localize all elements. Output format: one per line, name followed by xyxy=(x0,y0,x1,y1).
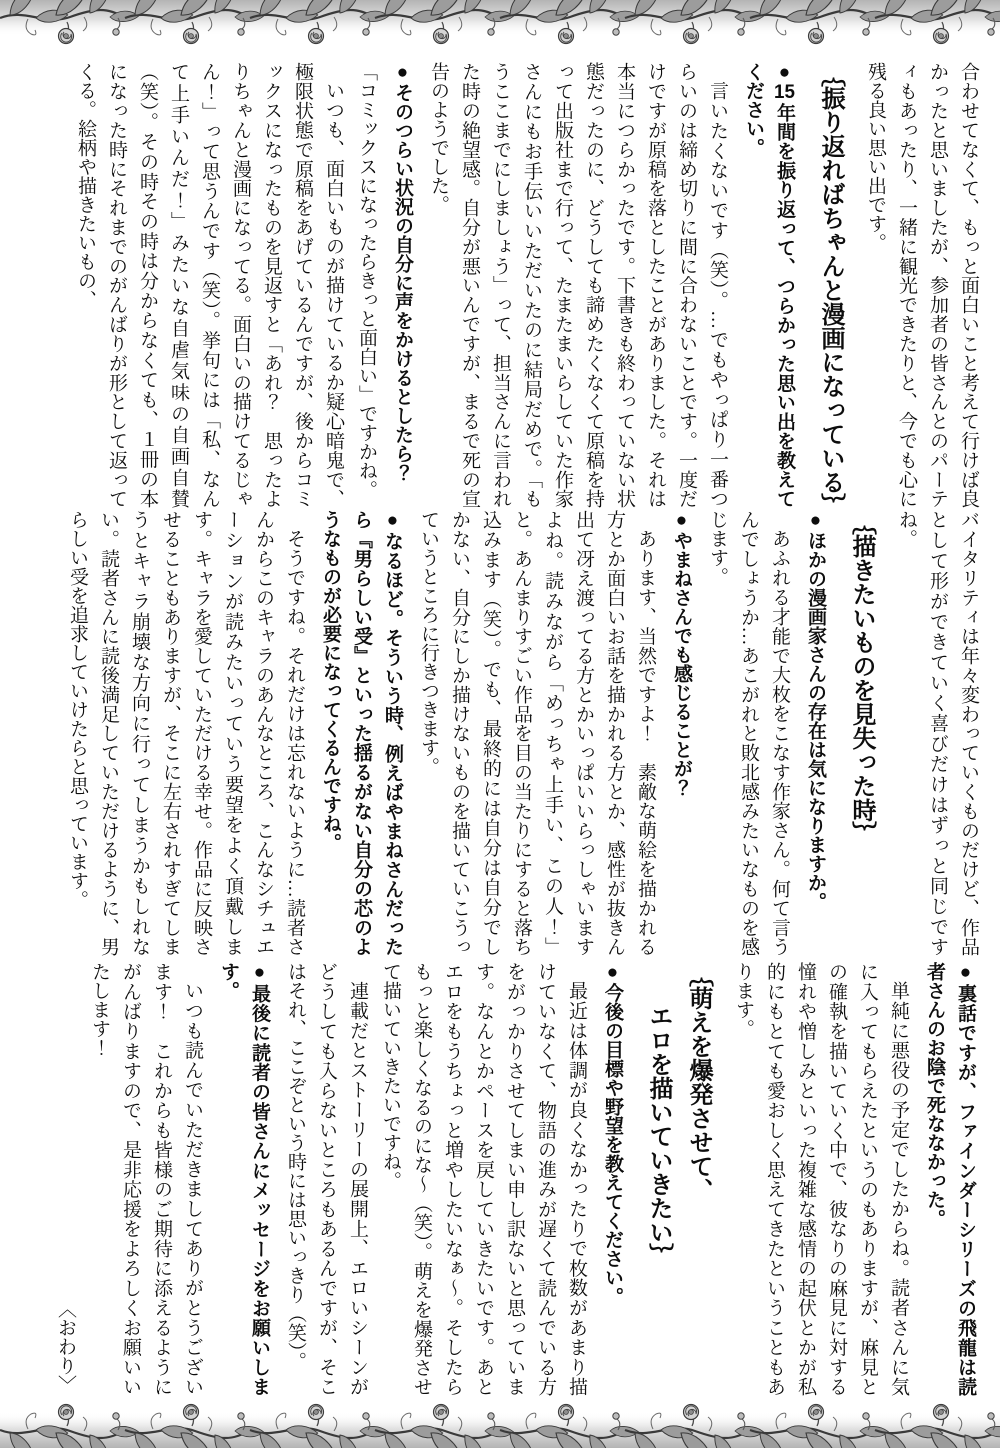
question-number: 15 xyxy=(774,83,795,103)
answer-paragraph: そうですね。それだけは忘れないように…読者さんからこのキャラのあんなところ、こんなシチュエーションが読みたいっていう要望をよく頂戴します。キャラを愛していただける幸せ。作品に反映させることもありますが、そこに左右されすぎてしまうとキャラ崩壊な方向に行ってしまうかもしれない。読者さんに読後満足していただけるように、男らしい受を追求していけたらと思っています。 xyxy=(67,510,305,956)
section-heading-line: エロを描いていきたい｝ xyxy=(645,1004,671,1268)
answer-paragraph: 最近は体調が良くなかったりで枚数があまり描けていなくて、物語の進みが遅くて読んでいる方をがっかりさせてしまい申し訳ないと思っています。なんとかペースを戻していきたいです。あとエロをもうちょっと増やしたいなぁ〜。そしたらもっと楽しくなるのにな〜（笑）。萌えを爆発させて描いていきたいですね。 xyxy=(380,962,587,1396)
floral-border-bottom xyxy=(0,1392,1000,1448)
question-paragraph xyxy=(738,62,800,508)
interview-section-goals xyxy=(36,962,986,1396)
interview-section-lost-sight xyxy=(36,510,986,956)
question-bullet: ● xyxy=(774,62,795,84)
question-paragraph: ●なるほど。そういう時、例えばやまねさんだったら『男らしい受』といった揺るがない自分の芯のようなものが必要になってくるんですね。 xyxy=(320,510,403,956)
question-paragraph: ●裏話ですが、ファインダーシリーズの飛龍は読者さんのお陰で死ななかった。 xyxy=(924,962,976,1396)
section-heading xyxy=(638,962,718,1396)
answer-paragraph: 合わせてなくて、もっと面白いこと考えて行けば良かったと思いましたが、参加者の皆さんとのパーティもあったり、一緒に観光できたりと、今でも心に残る良い思い出です。 xyxy=(865,62,979,508)
question-paragraph: ●ほかの漫画家さんの存在は気になりますか。 xyxy=(805,510,826,911)
answer-paragraph: 言いたくないです（笑）。…でもやっぱり一番つらいのは締め切りに間に合わないことです。一度だけですが原稿を落としたことがありました。それは本当につらかったです。下書きも終わっていない状態だったのに、どうしても諦めたくなくて原稿を持って出版社まで行って、たまたまいらしていた作家さんにもお手伝いいただいたのに結局だめで。「もうここまでにしましょう」って、担当さんに言われた時の絶望感。自分が悪いんですが、まるで死の宣告のようでした。 xyxy=(428,62,728,508)
section-heading: ｛振り返ればちゃんと漫画になっている｝ xyxy=(817,62,843,518)
question-paragraph: ●そのつらい状況の自分に声をかけるとしたら？ xyxy=(392,62,413,482)
floral-border-top xyxy=(0,0,1000,56)
answer-paragraph: 単純に悪役の予定でしたからね。読者さんに気に入ってもらえたというのもありますが、麻見との確執を描いていく中で、彼なりの麻見に対する憧れや憎しみといった複雑な感情の起伏とかが私的にもとても愛おしく思えてきたということもあります。 xyxy=(733,962,909,1396)
question-text: 年間を振り返って、つらかった思い出を教えてください。 xyxy=(743,62,795,509)
interview-section-looking-back xyxy=(36,62,986,518)
answer-paragraph: あります、当然ですよ！ 素敵な萌絵を描かれる方とか面白いお話を描かれる方とか、感性が抜きん出て冴え渡ってる方とかいっぱいいらっしゃいますよね。読みながら「めっちゃ上手い、この人！」と。あんまりすごい作品を目の当たりにすると落ち込みます（笑）。でも、最終的には自分は自分でしかない、自分にしか描けないものを描いていこうっていうところに行きつきます。 xyxy=(418,510,656,956)
section-heading-line: ｛萌えを爆発させて、 xyxy=(685,962,711,1202)
answer-paragraph: あふれる才能で大枚をこなす作家さん。何て言うんでしょうか…あこがれと敗北感みたいなものを感じます。 xyxy=(707,510,790,956)
answer-paragraph: 「コミックスになったらきっと面白い」ですかね。 xyxy=(356,62,377,499)
question-paragraph: ●最後に読者の皆さんにメッセージをお願いします。 xyxy=(218,962,270,1396)
question-paragraph: ●今後の目標や野望を教えてください。 xyxy=(602,962,623,1306)
answer-paragraph: いつも読んでいただきましてありがとうございます！ これからも皆様のご期待に添えるようにがんばりますので、是非応援をよろしくお願いいたします！ xyxy=(89,962,203,1396)
end-mark: 〈おわり〉 xyxy=(55,1299,76,1394)
question-paragraph: ●やまねさんでも感じることが？ xyxy=(671,510,692,797)
answer-paragraph: 連載だとストーリーの展開上、エロいシーンがどうしても入らないところもあるんですが、そこはそれ、ここぞという時には思いっきり（笑）。 xyxy=(285,962,368,1396)
section-heading: ｛描きたいものを見失った時｝ xyxy=(848,510,874,846)
answer-paragraph: いつも、面白いものが描けているか疑心暗鬼で、極限状態で原稿をあげているんですが、後からコミックスになったものを見返すと「あれ？ 思ったよりちゃんと漫画になってる。面白いの描けてるじゃん！」って思うんです（笑）。挙句には「私、なんて上手いんだ！」みたいな自虐気味の自画自賛（笑）。その時その時は分からなくても、１冊の本になった時にそれまでのがんばりが形として返ってくる。絵柄や描きたいもの、 xyxy=(75,62,344,508)
answer-paragraph: バイタリティは年々変わっていくものだけど、作品として形ができていく喜びだけはずっと同じですね。 xyxy=(896,510,979,956)
